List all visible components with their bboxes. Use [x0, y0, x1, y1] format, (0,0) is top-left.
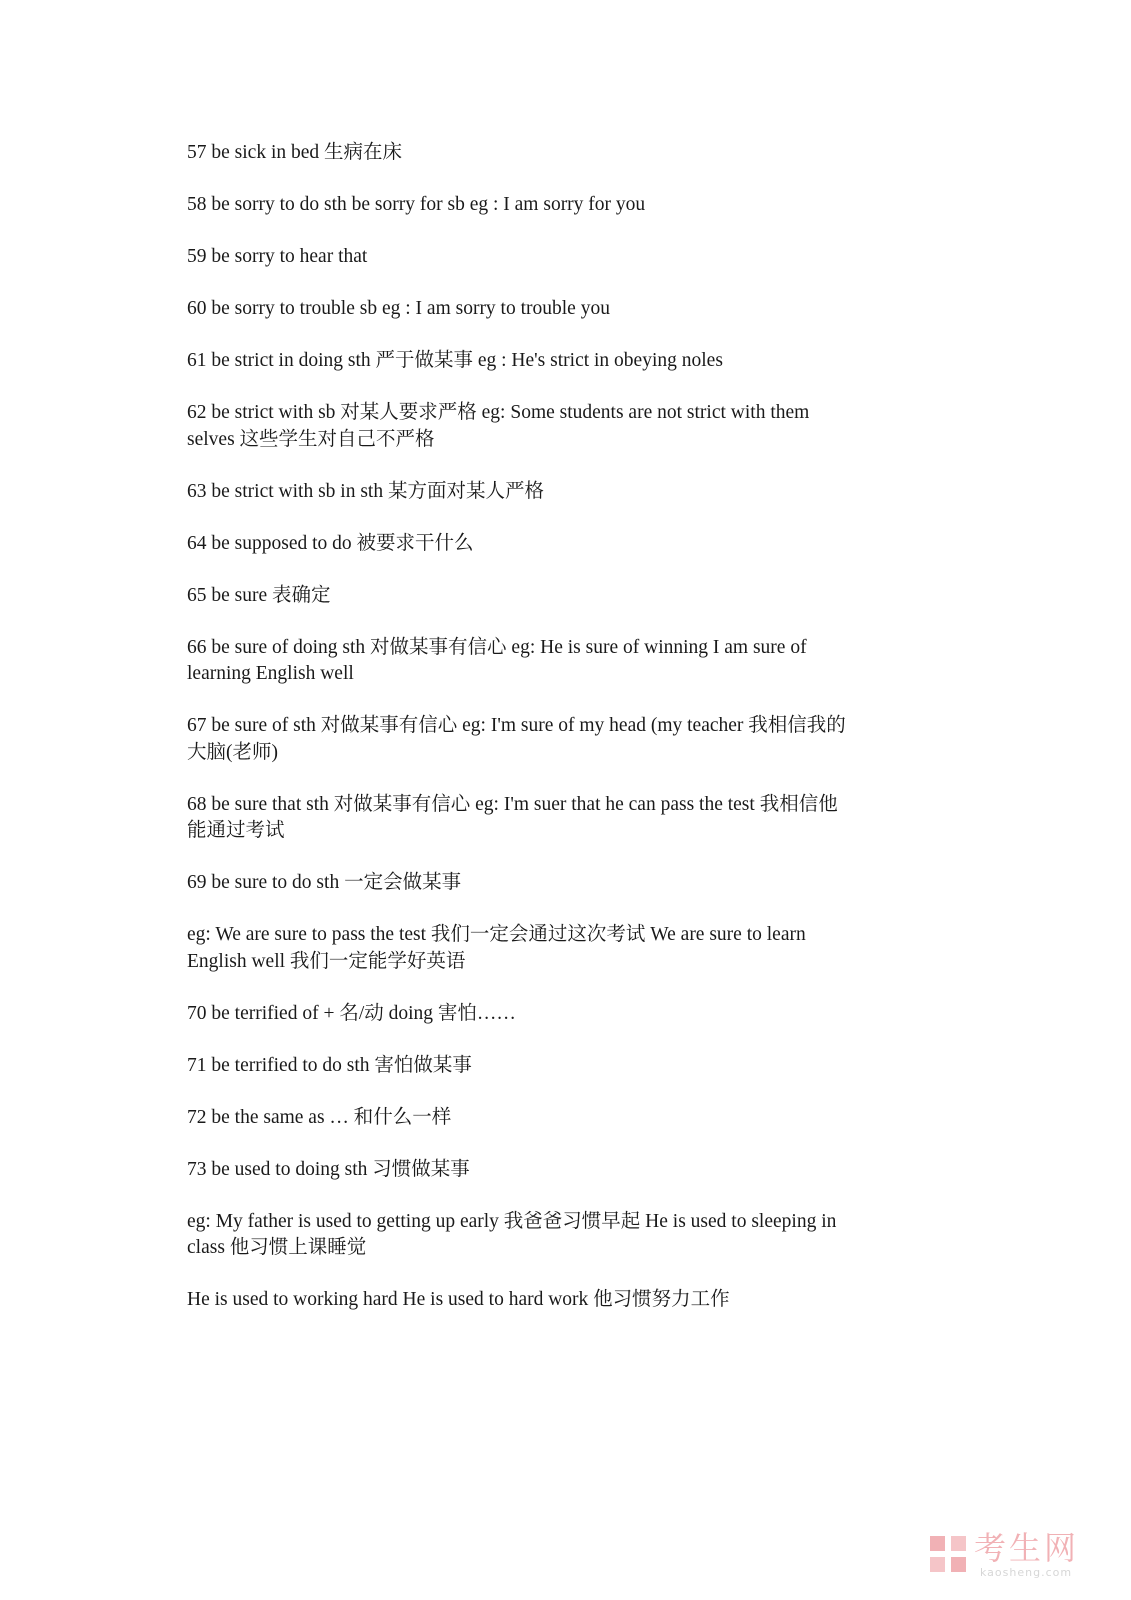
phrase-entry — [187, 296, 907, 323]
phrase-entry-line: 68 be sure that sth 对做某事有信心 eg: I'm suer that he can pass the test 我相信他 — [187, 793, 838, 815]
phrase-entry — [187, 870, 907, 897]
phrase-entry-line: 71 be terrified to do sth 害怕做某事 — [187, 1054, 472, 1076]
phrase-entry — [187, 348, 907, 375]
phrase-entry-line: eg: We are sure to pass the test 我们一定会通过这次考试 We are sure to learn — [187, 924, 806, 945]
phrase-entry-line: 59 be sorry to hear that — [187, 246, 368, 267]
phrase-entry-line: 72 be the same as … 和什么一样 — [187, 1106, 452, 1128]
kaosheng-logo-icon — [928, 1534, 968, 1574]
phrase-entry — [187, 922, 907, 975]
phrase-entry — [187, 1287, 907, 1314]
phrase-entry-line: 70 be terrified of + 名/动 doing 害怕…… — [187, 1002, 516, 1024]
phrase-entry-line: 63 be strict with sb in sth 某方面对某人严格 — [187, 480, 544, 502]
phrase-entry-line: learning English well — [187, 663, 354, 684]
phrase-entry-line: 65 be sure 表确定 — [187, 584, 331, 606]
phrase-entry-line: 73 be used to doing sth 习惯做某事 — [187, 1158, 470, 1180]
phrase-entry — [187, 244, 907, 271]
phrase-entry-line: 大脑(老师) — [187, 741, 278, 763]
watermark — [928, 1530, 1093, 1582]
phrase-entry — [187, 1105, 907, 1132]
phrase-entry — [187, 140, 907, 167]
phrase-entry-line: 64 be supposed to do 被要求干什么 — [187, 532, 474, 554]
phrase-entry — [187, 1001, 907, 1028]
phrase-entry — [187, 1157, 907, 1184]
phrase-entry — [187, 635, 907, 688]
phrase-entry-line: 57 be sick in bed 生病在床 — [187, 142, 403, 163]
watermark-name: 考生网 — [974, 1529, 1080, 1567]
phrase-entry — [187, 479, 907, 506]
phrase-entry-line: class 他习惯上课睡觉 — [187, 1237, 367, 1258]
phrase-entry — [187, 583, 907, 610]
phrase-entry — [187, 192, 907, 219]
phrase-entry-line: 61 be strict in doing sth 严于做某事 eg : He's strict in obeying noles — [187, 350, 723, 371]
phrase-entry — [187, 531, 907, 558]
phrase-entry-line: English well 我们一定能学好英语 — [187, 950, 466, 972]
phrase-entry — [187, 1053, 907, 1080]
phrase-entry-line: 66 be sure of doing sth 对做某事有信心 eg: He is sure of winning I am sure of — [187, 636, 807, 658]
phrase-entry-line: 能通过考试 — [187, 820, 285, 841]
phrase-entry-line: 67 be sure of sth 对做某事有信心 eg: I'm sure of my head (my teacher 我相信我的 — [187, 715, 846, 736]
phrase-entry-line: 62 be strict with sb 对某人要求严格 eg: Some students are not strict with them — [187, 402, 810, 423]
phrase-entry-line: selves 这些学生对自己不严格 — [187, 428, 435, 450]
phrase-entry-line: eg: My father is used to getting up early 我爸爸习惯早起 He is used to sleeping in — [187, 1210, 837, 1232]
phrase-entry — [187, 400, 907, 453]
phrase-entry-line: 58 be sorry to do sth be sorry for sb eg : I am sorry for you — [187, 194, 646, 215]
phrase-entry — [187, 792, 907, 845]
phrase-list — [187, 140, 907, 1339]
phrase-entry-line: 69 be sure to do sth 一定会做某事 — [187, 872, 462, 893]
phrase-entry — [187, 1209, 907, 1262]
phrase-entry — [187, 713, 907, 766]
watermark-url: kaosheng.com — [980, 1566, 1073, 1579]
phrase-entry-line: 60 be sorry to trouble sb eg : I am sorry to trouble you — [187, 298, 610, 319]
phrase-entry-line: He is used to working hard He is used to hard work 他习惯努力工作 — [187, 1289, 730, 1310]
